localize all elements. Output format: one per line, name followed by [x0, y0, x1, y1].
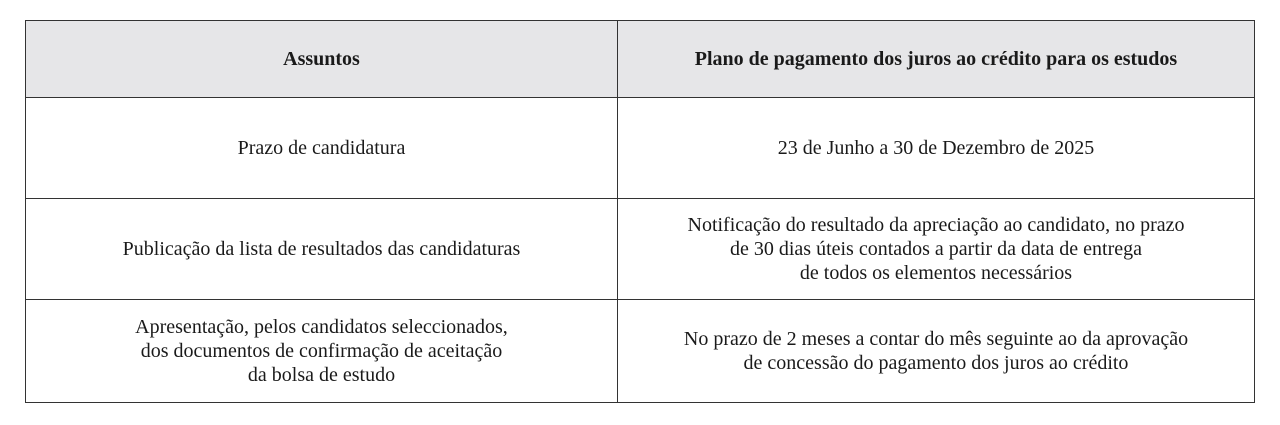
table-header-row [26, 21, 1255, 98]
schedule-table-container [25, 20, 1254, 403]
cell-text-line: Apresentação, pelos candidatos seleccionados, [135, 316, 508, 338]
schedule-table [25, 20, 1255, 403]
table-row [26, 199, 1255, 300]
cell-plan [618, 199, 1255, 300]
table-row [26, 300, 1255, 403]
cell-subject [26, 199, 618, 300]
cell-text-line: No prazo de 2 meses a contar do mês seguinte ao da aprovação [683, 328, 1189, 350]
cell-text-line: de concessão do pagamento dos juros ao crédito [743, 352, 1129, 374]
cell-text-line: de todos os elementos necessários [799, 262, 1073, 284]
header-payment-plan: Plano de pagamento dos juros ao crédito para os estudos [618, 21, 1255, 98]
cell-text-line: 23 de Junho a 30 de Dezembro de 2025 [777, 137, 1095, 159]
cell-plan [618, 98, 1255, 199]
cell-text-line: Publicação da lista de resultados das candidaturas [122, 238, 521, 260]
cell-plan [618, 300, 1255, 403]
table-row [26, 98, 1255, 199]
cell-text-line: de 30 dias úteis contados a partir da data de entrega [729, 238, 1143, 260]
cell-text-line: Notificação do resultado da apreciação ao candidato, no prazo [687, 214, 1185, 236]
cell-subject [26, 98, 618, 199]
header-subjects: Assuntos [26, 21, 618, 98]
cell-text-line: dos documentos de confirmação de aceitação [140, 340, 503, 362]
cell-text-line: da bolsa de estudo [247, 364, 396, 386]
cell-text-line: Prazo de candidatura [237, 137, 406, 159]
cell-subject [26, 300, 618, 403]
